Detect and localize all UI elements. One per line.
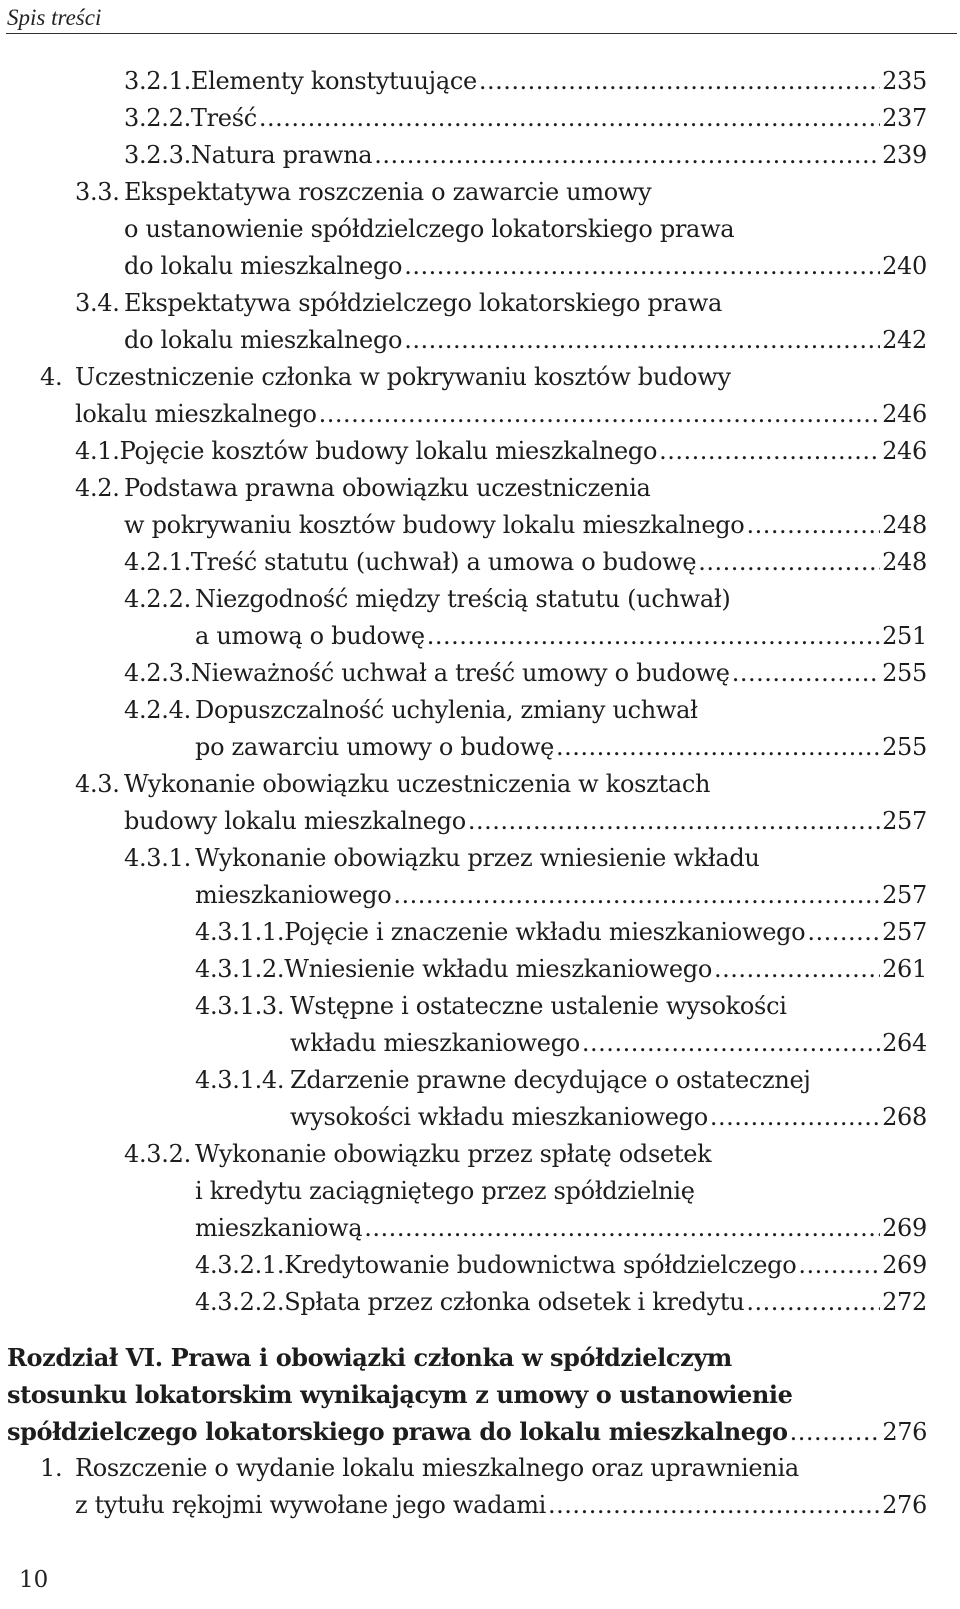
toc-entry [0, 1136, 960, 1247]
toc-page-number: 257 [882, 881, 927, 909]
toc-entry-title: Kredytowanie budownictwa spółdzielczego [284, 1251, 797, 1279]
toc-line [0, 396, 960, 433]
toc-entry-title: Natura prawna [190, 141, 373, 169]
toc-page-number: 269 [882, 1251, 927, 1279]
toc-line [0, 1025, 960, 1062]
toc-entry [0, 840, 960, 914]
toc-entry-title: Spłata przez członka odsetek i kredytu [284, 1288, 745, 1316]
toc-entry-title: Podstawa prawna obowiązku uczestniczenia [124, 474, 651, 502]
toc-entry-title: Elementy konstytuujące [190, 67, 477, 95]
toc-entry-title: Uczestniczenie członka w pokrywaniu kosztów budowy [75, 363, 731, 391]
toc-entry-title: Wykonanie obowiązku przez wniesienie wkładu [195, 844, 760, 872]
toc-line [0, 1247, 960, 1284]
toc-entry [0, 988, 960, 1062]
toc-entry-number: 3.2.3. [124, 141, 191, 169]
toc-line [0, 877, 960, 914]
toc-entry [0, 544, 960, 581]
toc-entry-title: do lokalu mieszkalnego [124, 252, 403, 280]
toc-entry-title: Roszczenie o wydanie lokalu mieszkalnego oraz uprawnienia [75, 1454, 799, 1482]
dot-leader [710, 1099, 880, 1136]
toc-entry-title: Treść [190, 104, 257, 132]
header-rule [6, 33, 957, 34]
toc-line [0, 1062, 960, 1099]
dot-leader [374, 137, 880, 174]
toc-line [0, 1413, 960, 1450]
toc-entry-number: 4.3.1.2. [195, 955, 285, 983]
toc-entry [0, 174, 960, 285]
toc-entry [0, 1284, 960, 1321]
toc-line [0, 1284, 960, 1321]
toc-entry-title: Wniesienie wkładu mieszkaniowego [284, 955, 712, 983]
toc-entry-title: mieszkaniowego [195, 881, 392, 909]
toc-page-number: 276 [882, 1491, 927, 1519]
toc-entry [0, 137, 960, 174]
toc-entry-title: Nieważność uchwał a treść umowy o budowę [190, 659, 730, 687]
toc-line [0, 248, 960, 285]
toc-page-number: 272 [882, 1288, 927, 1316]
toc-line [0, 1376, 960, 1413]
toc-entry-title: po zawarciu umowy o budowę [195, 733, 554, 761]
dot-leader [556, 729, 880, 766]
toc-page-number: 235 [882, 67, 927, 95]
toc-entry-title: wkładu mieszkaniowego [290, 1029, 580, 1057]
toc-entry [0, 1062, 960, 1136]
toc-entry-number: 4.3.1.3. [195, 992, 285, 1020]
toc-line [0, 137, 960, 174]
toc-entry-number: 4.3.1. [124, 844, 191, 872]
dot-leader [746, 507, 880, 544]
toc-entry-number: 4.3.2.1. [195, 1251, 285, 1279]
toc-entry [0, 655, 960, 692]
toc-entry-number: 4.2.2. [124, 585, 191, 613]
toc-line [0, 581, 960, 618]
toc-page-number: 257 [882, 918, 927, 946]
toc-line [0, 100, 960, 137]
toc-entry [0, 285, 960, 359]
toc-page-number: 248 [882, 548, 927, 576]
toc-entry [0, 100, 960, 137]
toc-page-number: 246 [882, 437, 927, 465]
dot-leader [790, 1414, 881, 1450]
toc-entry-number: 4.3.2. [124, 1140, 191, 1168]
toc-page-number: 246 [882, 400, 927, 428]
toc-entry-title: do lokalu mieszkalnego [124, 326, 403, 354]
toc-page-number: 251 [882, 622, 927, 650]
toc-entry [0, 766, 960, 840]
toc-entry-title: Ekspektatywa roszczenia o zawarcie umowy [124, 178, 652, 206]
toc-entry-title: Wstępne i ostateczne ustalenie wysokości [290, 992, 787, 1020]
toc-entry-number: 4.3.1.4. [195, 1066, 285, 1094]
toc-line [0, 322, 960, 359]
toc-line [0, 729, 960, 766]
toc-entry [0, 581, 960, 655]
toc-entry-title: o ustanowienie spółdzielczego lokatorskiego prawa [124, 215, 735, 243]
toc-line [0, 470, 960, 507]
dot-leader [798, 1247, 880, 1284]
toc-entry-number: 4.3.1.1. [195, 918, 285, 946]
dot-leader [548, 1487, 880, 1524]
toc-entry-title: a umową o budowę [195, 622, 425, 650]
toc-entry-number: 3.2.1. [124, 67, 191, 95]
toc-page-number: 257 [882, 807, 927, 835]
toc-line [0, 655, 960, 692]
toc-page-number: 237 [882, 104, 927, 132]
toc-line [0, 1136, 960, 1173]
toc-line [0, 285, 960, 322]
dot-leader [746, 1284, 880, 1321]
toc-line [0, 766, 960, 803]
toc-line [0, 1450, 960, 1487]
toc-entry-title: Wykonanie obowiązku przez spłatę odsetek [195, 1140, 712, 1168]
toc-entry-number: 4.2.1. [124, 548, 191, 576]
toc-entry-number: 4.1. [75, 437, 120, 465]
toc-entry-title: i kredytu zaciągniętego przez spółdzielnię [195, 1177, 695, 1205]
toc-entry-number: 4.2. [75, 474, 120, 502]
toc-line [0, 840, 960, 877]
toc-entry-title: spółdzielczego lokatorskiego prawa do lokalu mieszkalnego [7, 1417, 788, 1446]
toc-line [0, 914, 960, 951]
table-of-contents [0, 63, 960, 1524]
toc-chapter-entry [0, 1339, 960, 1450]
toc-line [0, 1173, 960, 1210]
toc-page-number: 242 [882, 326, 927, 354]
toc-entry [0, 359, 960, 433]
toc-entry [0, 1247, 960, 1284]
toc-entry-number: 3.3. [75, 178, 120, 206]
toc-entry-title: Ekspektatywa spółdzielczego lokatorskiego prawa [124, 289, 722, 317]
toc-line [0, 211, 960, 248]
toc-entry-title: Dopuszczalność uchylenia, zmiany uchwał [195, 696, 698, 724]
toc-line [0, 507, 960, 544]
dot-leader [479, 63, 880, 100]
dot-leader [319, 396, 880, 433]
toc-page-number: 255 [882, 733, 927, 761]
toc-line [0, 988, 960, 1025]
toc-entry-title: Pojęcie kosztów budowy lokalu mieszkalnego [119, 437, 658, 465]
dot-leader [468, 803, 880, 840]
toc-line [0, 618, 960, 655]
toc-line [0, 1210, 960, 1247]
toc-entry [0, 433, 960, 470]
dot-leader [732, 655, 880, 692]
toc-entry [0, 692, 960, 766]
toc-line [0, 1487, 960, 1524]
toc-entry [0, 63, 960, 100]
toc-entry-title: lokalu mieszkalnego [75, 400, 317, 428]
toc-page-number: 264 [882, 1029, 927, 1057]
toc-entry [0, 470, 960, 544]
toc-entry-title: Treść statutu (uchwał) a umowa o budowę [190, 548, 697, 576]
toc-line [0, 951, 960, 988]
toc-entry [0, 914, 960, 951]
toc-entry-title: Wykonanie obowiązku uczestniczenia w kosztach [124, 770, 711, 798]
toc-page-number: 269 [882, 1214, 927, 1242]
dot-leader [404, 322, 880, 359]
toc-entry-number: 4.2.4. [124, 696, 191, 724]
toc-entry [0, 1450, 960, 1524]
toc-entry-title: budowy lokalu mieszkalnego [124, 807, 466, 835]
dot-leader [659, 433, 880, 470]
toc-line [0, 544, 960, 581]
toc-line [0, 1099, 960, 1136]
toc-entry-title: Pojęcie i znaczenie wkładu mieszkaniowego [284, 918, 806, 946]
dot-leader [393, 877, 880, 914]
toc-line [0, 433, 960, 470]
running-header: Spis treści [7, 5, 102, 30]
dot-leader [714, 951, 880, 988]
toc-entry-number: 4.3. [75, 770, 120, 798]
toc-entry-title: z tytułu rękojmi wywołane jego wadami [75, 1491, 547, 1519]
toc-entry-title: Niezgodność między treścią statutu (uchwał) [195, 585, 731, 613]
toc-line [0, 692, 960, 729]
toc-entry-title: w pokrywaniu kosztów budowy lokalu mieszkalnego [124, 511, 745, 539]
dot-leader [404, 248, 880, 285]
toc-entry-number: 4. [40, 363, 63, 391]
toc-page-number: 261 [882, 955, 927, 983]
toc-entry-number: 3.4. [75, 289, 120, 317]
toc-line [0, 803, 960, 840]
toc-entry-title: wysokości wkładu mieszkaniowego [290, 1103, 708, 1131]
toc-page-number: 276 [882, 1418, 927, 1446]
toc-line [0, 174, 960, 211]
toc-entry-number: 4.2.3. [124, 659, 191, 687]
toc-page-number: 248 [882, 511, 927, 539]
toc-page-number: 268 [882, 1103, 927, 1131]
dot-leader [807, 914, 880, 951]
toc-entry-title: Rozdział VI. Prawa i obowiązki członka w spółdzielczym [7, 1343, 732, 1372]
toc-page-number: 255 [882, 659, 927, 687]
dot-leader [698, 544, 880, 581]
toc-line [0, 359, 960, 396]
toc-page-number: 239 [882, 141, 927, 169]
dot-leader [427, 618, 880, 655]
dot-leader [259, 100, 880, 137]
toc-entry [0, 951, 960, 988]
toc-entry-number: 4.3.2.2. [195, 1288, 285, 1316]
toc-entry-title: stosunku lokatorskim wynikającym z umowy o ustanowienie [7, 1380, 793, 1409]
page-number: 10 [19, 1567, 49, 1593]
toc-entry-title: Zdarzenie prawne decydujące o ostatecznej [290, 1066, 811, 1094]
toc-entry-number: 3.2.2. [124, 104, 191, 132]
toc-page-number: 240 [882, 252, 927, 280]
dot-leader [364, 1210, 880, 1247]
toc-entry-title: mieszkaniową [195, 1214, 363, 1242]
toc-line [0, 1339, 960, 1376]
toc-line [0, 63, 960, 100]
toc-entry-number: 1. [40, 1454, 63, 1482]
dot-leader [582, 1025, 880, 1062]
